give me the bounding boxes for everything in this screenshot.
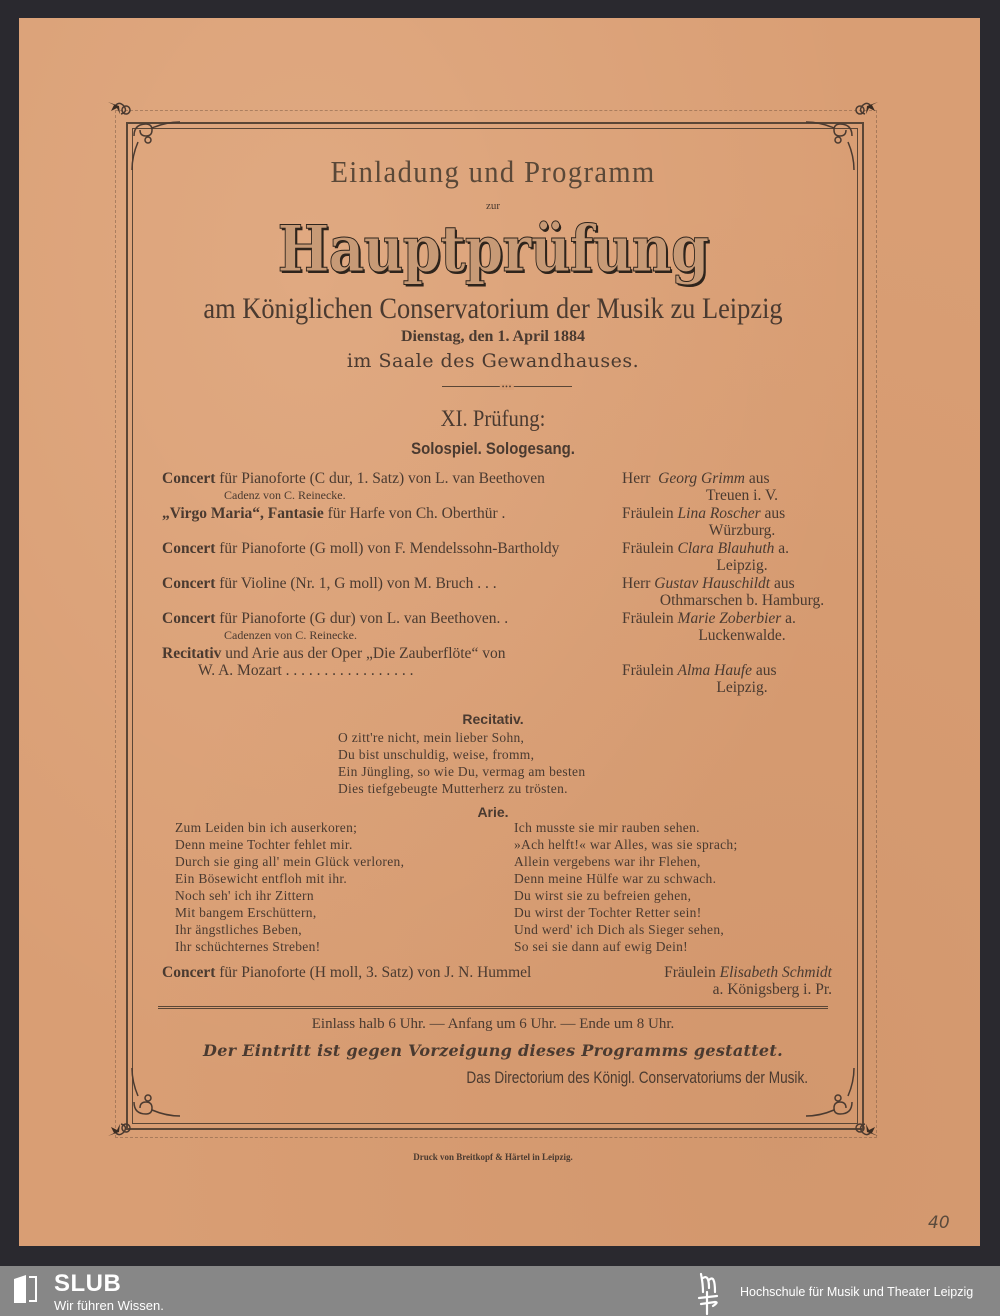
performer-title: Herr (622, 470, 651, 487)
corner-ornament-icon (104, 1062, 184, 1142)
work-description: und Arie aus der Oper „Die Zauberflöte“ von (221, 645, 506, 662)
program-item (162, 645, 832, 696)
venue-line: im Saale des Gewandhauses. (346, 350, 640, 372)
performer-place: Luckenwalde. (698, 627, 786, 644)
verse-line: So sei sie dann auf ewig Dein! (514, 939, 688, 954)
performer-name: Alma Haufe (677, 662, 753, 679)
corner-ornament-icon (802, 1062, 882, 1142)
work-description: für Pianoforte (C dur, 1. Satz) von L. van Beethoven (215, 470, 545, 487)
verse-line: Denn meine Tochter fehlet mir. (175, 837, 353, 852)
slub-tagline: Wir führen Wissen. (54, 1298, 164, 1313)
verse-line: Du wirst der Tochter Retter sein! (514, 905, 702, 920)
performer-title: Fräulein (622, 662, 674, 679)
verse-line: »Ach helft!« war Alles, was sie sprach; (514, 837, 738, 852)
verse-line: Zum Leiden bin ich auserkoren; (175, 820, 358, 835)
work-description: für Harfe von Ch. Oberthür . (323, 505, 506, 522)
work-type: Recitativ (162, 645, 222, 662)
hmt-name: Hochschule für Musik und Theater Leipzig (740, 1285, 974, 1299)
performer-name: Elisabeth Schmidt (719, 964, 832, 981)
verse-line: Durch sie ging all' mein Glück verloren, (175, 854, 405, 869)
work-type: Concert (162, 610, 216, 627)
program-item (162, 470, 832, 504)
recitativ-heading: Recitativ. (462, 711, 524, 727)
performer-title: Herr (622, 575, 651, 592)
performer-from: aus (744, 470, 770, 487)
page-title: Hauptprüfung (277, 212, 709, 287)
performer-place: Würzburg. (708, 522, 776, 539)
work-note: Cadenz von C. Reinecke. (224, 488, 346, 502)
verse-line: Allein vergebens war ihr Flehen, (514, 854, 701, 869)
verse-line: Und werd' ich Dich als Sieger sehen, (514, 922, 725, 937)
program-item (162, 505, 832, 539)
performer-from: aus (760, 505, 786, 522)
verse-line: Noch seh' ich ihr Zittern (175, 888, 314, 903)
performer-name: Marie Zoberbier (677, 610, 782, 627)
performer-title: Fräulein (622, 610, 674, 627)
performer-from: a. (774, 540, 790, 557)
verse-line: Du bist unschuldig, weise, fromm, (338, 747, 535, 762)
exam-number: XI. Prüfung: (440, 406, 546, 431)
verse-line: Ich musste sie mir rauben sehen. (514, 820, 700, 835)
performer-name: Georg Grimm (658, 470, 745, 487)
printer-credit: Druck von Breitkopf & Härtel in Leipzig. (413, 1152, 573, 1162)
verse-line: Mit bangem Erschüttern, (175, 905, 317, 920)
program-item (162, 575, 832, 609)
work-type: Concert (162, 470, 216, 487)
event-date: Dienstag, den 1. April 1884 (400, 328, 585, 345)
work-type: Concert (162, 964, 216, 981)
performer-from: a. (781, 610, 796, 627)
performer-name: Clara Blauhuth (677, 540, 775, 557)
performer-name: Gustav Hauschildt (654, 575, 771, 592)
work-composer: W. A. Mozart . . . . . . . . . . . . . . . . . (198, 662, 414, 679)
exam-subtitle: Solospiel. Sologesang. (411, 439, 575, 458)
performer-place: Leipzig. (716, 679, 768, 696)
verse-line: Ein Jüngling, so wie Du, vermag am besten (338, 764, 586, 779)
verse-line: Ein Bösewicht entfloh mit ihr. (175, 871, 348, 886)
work-type: „Virgo Maria“, Fantasie (162, 505, 324, 522)
work-description: für Pianoforte (G dur) von L. van Beethoven. . (215, 610, 509, 627)
performer-place: Othmarschen b. Hamburg. (659, 592, 825, 609)
performer-name: Lina Roscher (677, 505, 761, 522)
directorium-signature: Das Directorium des Königl. Conservatoriums der Musik. (466, 1068, 808, 1087)
performer-title: Fräulein (622, 505, 674, 522)
handwritten-page-number: 40 (928, 1213, 950, 1233)
work-description: für Violine (Nr. 1, G moll) von M. Bruch . . . (215, 575, 497, 592)
arie-heading: Arie. (477, 804, 509, 820)
zur-label: zur (485, 200, 501, 212)
performer-title: Fräulein (622, 540, 674, 557)
verse-line: Denn meine Hülfe war zu schwach. (514, 871, 717, 886)
invitation-heading: Einladung und Programm (330, 154, 656, 189)
program-list-final (162, 964, 832, 999)
recitativ-text (338, 729, 585, 797)
arie-right-column (514, 819, 738, 955)
program-item (162, 964, 832, 998)
verse-line: Dies tiefgebeugte Mutterherz zu trösten. (338, 781, 568, 796)
performer-place: a. Königsberg i. Pr. (712, 981, 832, 998)
double-rule-divider (158, 1006, 828, 1009)
verse-line: Du wirst sie zu befreien gehen, (514, 888, 692, 903)
program-item (162, 610, 832, 644)
performer-title: Fräulein (664, 964, 716, 981)
verse-line: Ihr ängstliches Beben, (175, 922, 302, 937)
performer-from: aus (770, 575, 795, 592)
work-type: Concert (162, 575, 216, 592)
verse-line: O zitt're nicht, mein lieber Sohn, (338, 730, 525, 745)
institution-line: am Königlichen Conservatorium der Musik zu Leipzig (203, 292, 783, 325)
ornamental-divider (442, 383, 572, 391)
work-note: Cadenzen von C. Reinecke. (224, 628, 357, 642)
work-description: für Pianoforte (G moll) von F. Mendelssohn-Bartholdy (215, 540, 560, 557)
verse-line: Ihr schüchternes Streben! (175, 939, 321, 954)
program-list (162, 470, 832, 697)
performer-place: Leipzig. (716, 557, 768, 574)
slub-book-icon (12, 1273, 38, 1305)
institution-banner (0, 1266, 1000, 1316)
slub-logo-text: SLUB (54, 1270, 122, 1297)
arie-left-column (175, 819, 404, 955)
work-description: für Pianoforte (H moll, 3. Satz) von J. N. Hummel (215, 964, 532, 981)
program-item (162, 540, 832, 574)
admission-note: Der Eintritt ist gegen Vorzeigung dieses Programms gestattet. (203, 1041, 783, 1060)
work-type: Concert (162, 540, 216, 557)
schedule-line: Einlass halb 6 Uhr. — Anfang um 6 Uhr. — Ende um 8 Uhr. (311, 1016, 675, 1032)
performer-from: aus (752, 662, 777, 679)
hmt-logo-icon (693, 1270, 729, 1316)
divider-ornament: ••• (501, 383, 513, 391)
performer-place: Treuen i. V. (705, 487, 779, 504)
